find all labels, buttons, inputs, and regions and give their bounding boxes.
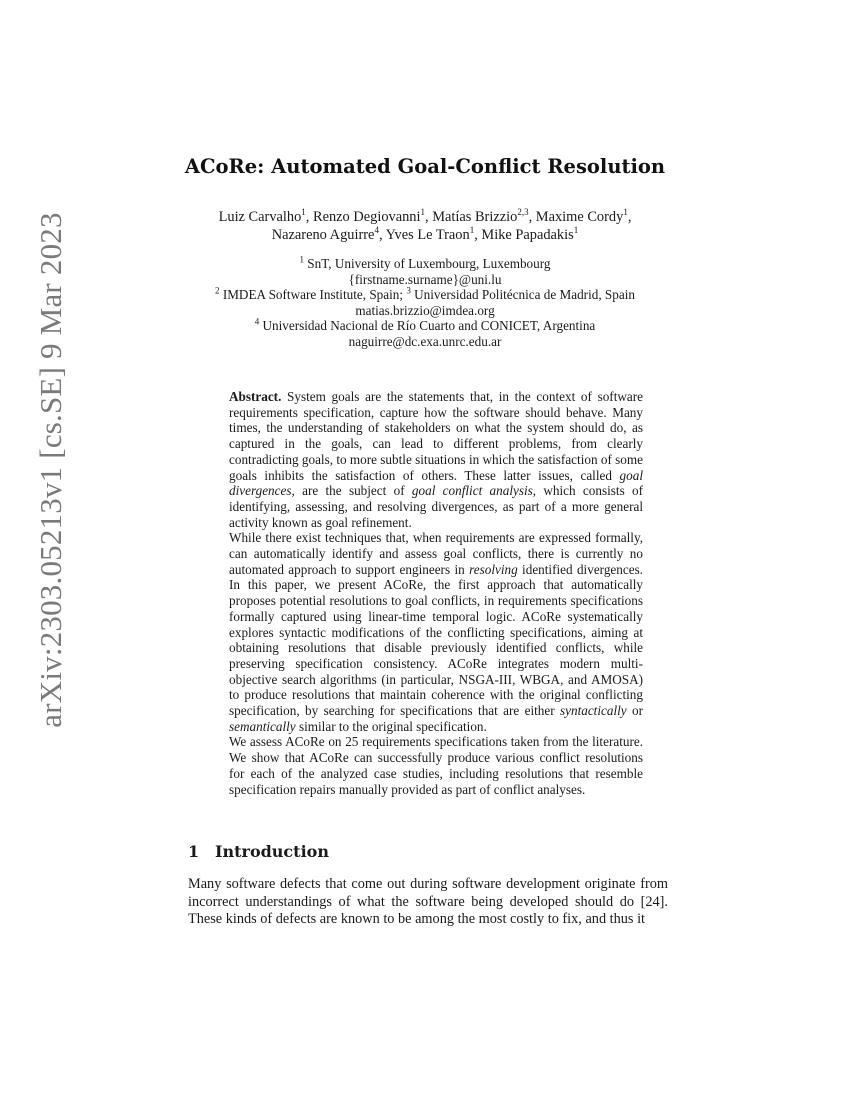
author-name: Luiz Carvalho	[218, 209, 302, 225]
author-separator: ,	[627, 209, 632, 225]
abstract-label: Abstract.	[229, 389, 282, 404]
abstract-paragraph: Abstract. System goals are the statements that, in the context of software requirements specification, capture how the software should behave. Many times, the understanding of stakeholders on what the system should do, as captured in the goals, can lead to different problems, from clearly contradicting goals, to more subtle situations in which the satisfaction of some goals inhibits the satisfaction of others. These latter issues, called goal divergences, are the subject of goal conflict analysis, which consists of identifying, assessing, and resolving divergences, as part of a more general activity known as goal refinement.	[229, 389, 643, 530]
affiliation-line: $^2$ IMDEA Software Institute, Spain; $^3$ Universidad Politécnica de Madrid, Spain	[215, 285, 635, 303]
author-name: , Mike Papadakis	[474, 227, 574, 243]
abstract	[229, 389, 643, 797]
section-title: Introduction	[215, 842, 329, 861]
affiliation-line: $^4$ Universidad Nacional de Río Cuarto and CONICET, Argentina	[254, 316, 596, 334]
affiliation-marker: 1	[573, 225, 579, 236]
affiliation-marker: 1	[301, 207, 306, 218]
affiliation-marker: 1	[420, 207, 425, 218]
arxiv-identifier-stamp: arXiv:2303.05213v1 [cs.SE] 9 Mar 2023	[33, 212, 68, 728]
affiliation-marker: 2	[215, 285, 220, 296]
affiliation-marker: 1	[623, 207, 628, 218]
affiliation-marker: 1	[469, 225, 475, 236]
abstract-paragraph: While there exist techniques that, when requirements are expressed formally, can automatically identify and assess goal conflicts, there is currently no automated approach to support engineers in resolving identified divergences. In this paper, we present ACoRe, the first approach that automatically proposes potential resolutions to goal conflicts, in requirements specifications formally captured using linear-time temporal logic. ACoRe systematically explores syntactic modifications of the conflicting specifications, aiming at obtaining resolutions that disable previously identified conflicts, while preserving specification consistency. ACoRe integrates modern multi-objective search algorithms (in particular, NSGA-III, WBGA, and AMOSA) to produce resolutions that maintain coherence with the original conflicting specification, by searching for specifications that are either syntactically or semantically similar to the original specification.	[229, 530, 643, 734]
affiliation-email: naguirre@dc.exa.unrc.edu.ar	[348, 333, 502, 349]
section-number: 1	[188, 842, 200, 861]
intro-paragraph: Many software defects that come out during software development originate from incorrect understandings of what the software being developed should do [24]. These kinds of defects are known to be among the most costly to fix, and thus it	[188, 876, 668, 927]
author-name: , Maxime Cordy	[528, 209, 624, 225]
author-name: Nazareno Aguirre	[271, 227, 375, 243]
author-name: , Matías Brizzio	[425, 209, 518, 225]
author-list	[170, 208, 680, 244]
section-heading	[188, 842, 329, 861]
paper-title: ACoRe: Automated Goal-Conflict Resolution	[184, 155, 666, 178]
author-name: , Renzo Degiovanni	[305, 209, 421, 225]
affiliation-marker: 4	[254, 316, 260, 327]
affiliation-marker: 2,3	[517, 207, 529, 218]
author-name: , Yves Le Traon	[378, 227, 470, 243]
affiliation-marker: 4	[374, 225, 379, 236]
affiliation-marker: 1	[299, 254, 304, 265]
affiliation-marker: 3	[406, 285, 411, 296]
abstract-paragraph: We assess ACoRe on 25 requirements specifications taken from the literature. We show that ACoRe can successfully produce various conflict resolutions for each of the analyzed case studies, including resolutions that resemble specification repairs manually provided as part of conflict analyses.	[229, 734, 643, 797]
affiliation-line: $^1$ SnT, University of Luxembourg, Luxembourg	[299, 254, 551, 271]
affiliation-email: matias.brizzio@imdea.org	[355, 302, 495, 318]
affiliation-email: {firstname.surname}@uni.lu	[348, 271, 502, 287]
affiliation-block	[150, 256, 700, 350]
